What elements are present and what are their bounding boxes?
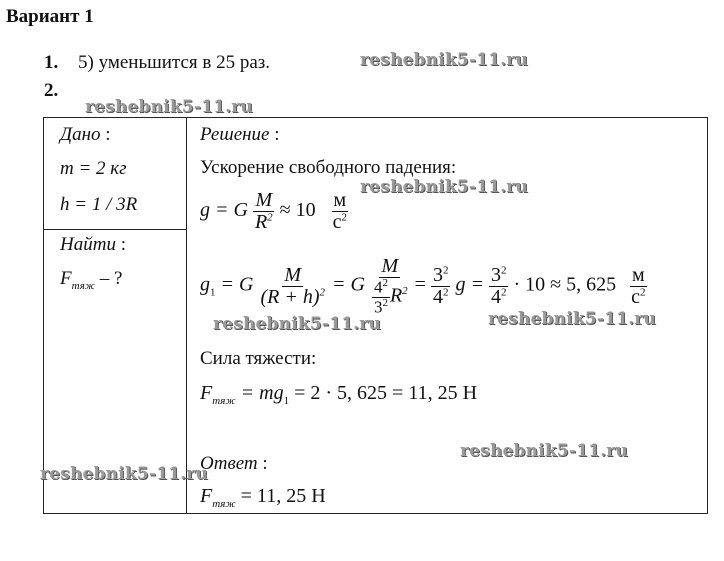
page-title: Вариант 1 [6,6,94,27]
watermark: reshebnik5-11.ru [360,177,528,197]
watermark: reshebnik5-11.ru [360,50,528,70]
table-divider-vertical [186,117,187,514]
solution-label: Решение : [200,124,280,145]
acceleration-title: Ускорение свободного падения: [200,157,457,178]
gravity-acceleration-formula: g = G $\frac{M}{R^2}$ ≈ 10 $\frac{м}{с^2}$ [200,189,348,233]
table-divider-horizontal [43,229,187,230]
given-height: h = 1 / 3R [60,194,138,215]
find-item: $F_{тяж}$ – ? [60,268,123,292]
reduced-acceleration-formula: $g_1 = G$ $\frac{M}{(R + h)^2}$ = G M $\frac{4^2}{3^2}$ $R^2$ = $\frac{3^2}{4^2}$ g = $\frac{3^2}{4^2}$ · 10 ≈ 5, 625 $\frac{м}{с^2}$ [200,255,646,317]
given-mass: m = 2 кг [60,158,127,179]
gravity-force-formula: $F_{тяж} = mg_1 = 2 \cdot 5$, 625 = 11, 25 Н [200,382,478,407]
watermark: reshebnik5-11.ru [460,441,628,461]
watermark: reshebnik5-11.ru [85,97,253,117]
answer-label: Ответ : [200,453,268,474]
watermark: reshebnik5-11.ru [488,309,656,329]
find-label: Найти : [60,234,126,255]
gravity-force-title: Сила тяжести: [200,348,317,369]
question-1-answer: 5) уменьшится в 25 раз. [78,52,271,73]
watermark: reshebnik5-11.ru [213,314,381,334]
answer-formula: $F_{тяж} = 11$, 25 Н [200,485,326,510]
question-1-number: 1. [44,52,59,73]
given-label: Дано : [60,124,111,145]
watermark: reshebnik5-11.ru [40,464,208,484]
question-2-number: 2. [44,80,59,101]
